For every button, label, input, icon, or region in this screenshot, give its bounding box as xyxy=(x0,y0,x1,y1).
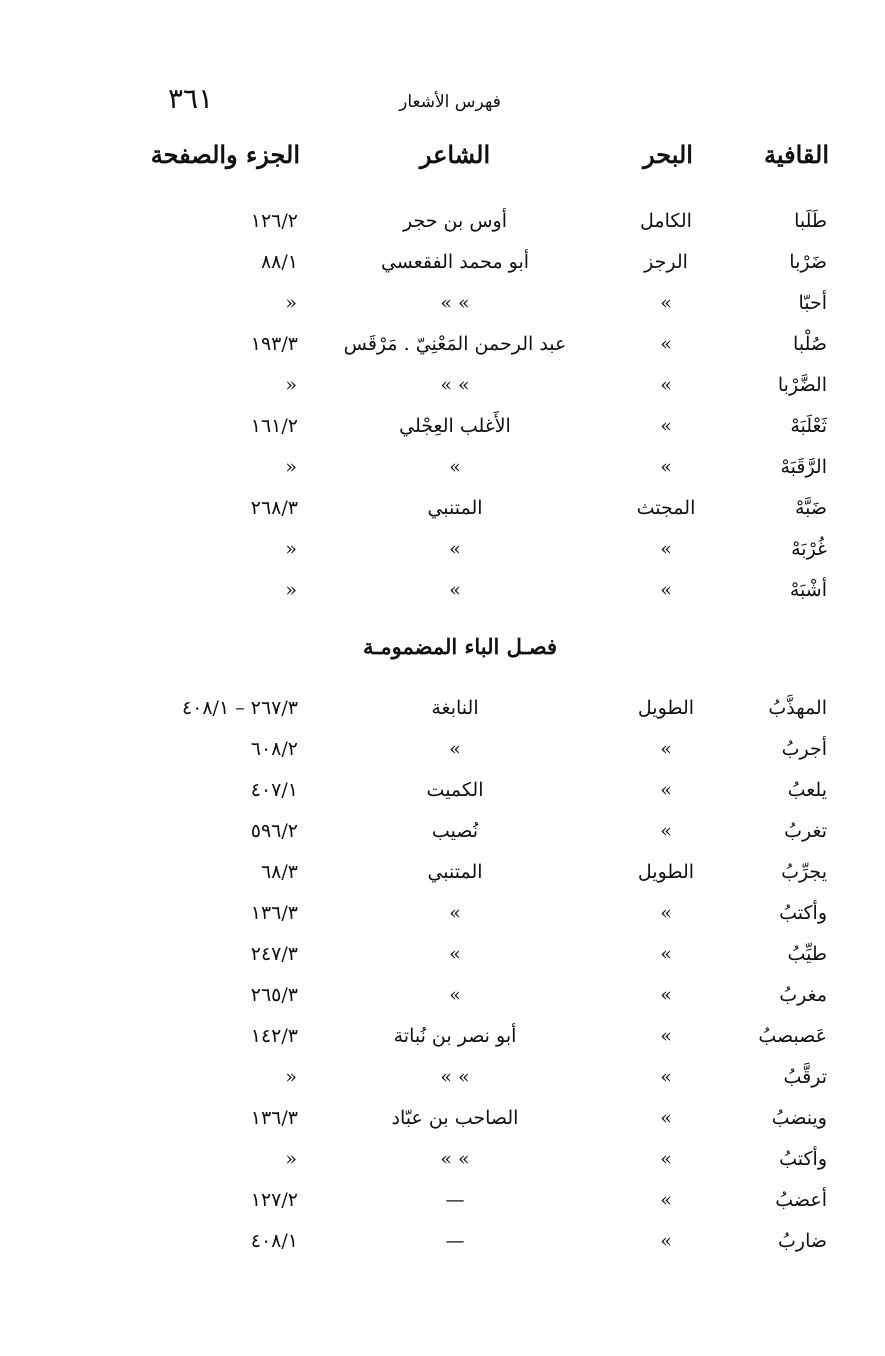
page-ref-cell: ١٢٦/٢ xyxy=(250,210,298,232)
qafiya-cell: يلعبُ xyxy=(787,779,827,801)
bahr-cell: » xyxy=(660,1230,672,1252)
qafiya-cell: مغربُ xyxy=(779,984,827,1006)
bahr-cell: » xyxy=(660,1066,672,1088)
bahr-cell: » xyxy=(660,738,672,760)
shaer-cell: أبو نصر بن نُباتة xyxy=(393,1025,517,1047)
shaer-cell: » xyxy=(449,579,461,601)
bahr-cell: » xyxy=(660,1025,672,1047)
page-ref-cell: ٤٠٧/١ xyxy=(250,779,298,801)
column-header-shaer: الشاعر xyxy=(419,140,491,169)
section-title: فصـل الباء المضمومـة xyxy=(362,634,557,659)
bahr-cell: » xyxy=(660,902,672,924)
qafiya-cell: أجربُ xyxy=(781,738,827,760)
page-number: ٣٦١ xyxy=(168,82,214,115)
table-row xyxy=(0,1066,885,1100)
page-ref-cell: ١٩٣/٣ xyxy=(250,333,298,355)
qafiya-cell: الرَّقَبَهْ xyxy=(780,456,827,478)
page-ref-cell: » xyxy=(285,579,298,601)
qafiya-cell: ترقَّبُ xyxy=(783,1066,827,1088)
shaer-cell: — xyxy=(445,1230,465,1252)
table-row xyxy=(0,1148,885,1182)
bahr-cell: » xyxy=(660,779,672,801)
shaer-cell: — xyxy=(445,1189,465,1211)
table-row xyxy=(0,861,885,895)
page-ref-cell: ١٣٦/٣ xyxy=(250,902,298,924)
table-row xyxy=(0,579,885,613)
shaer-cell: » » xyxy=(440,292,470,314)
shaer-cell: أوس بن حجر xyxy=(403,210,507,232)
bahr-cell: المجتث xyxy=(636,497,696,519)
qafiya-cell: أعضبُ xyxy=(775,1189,827,1211)
qafiya-cell: وأكتبُ xyxy=(779,1148,827,1170)
bahr-cell: » xyxy=(660,1148,672,1170)
shaer-cell: » » xyxy=(440,1066,470,1088)
page-ref-cell: ٢٦٥/٣ xyxy=(250,984,298,1006)
page-ref-cell: » xyxy=(285,1066,298,1088)
bahr-cell: » xyxy=(660,579,672,601)
table-row xyxy=(0,1230,885,1264)
shaer-cell: » » xyxy=(440,374,470,396)
table-row xyxy=(0,456,885,490)
shaer-cell: الكميت xyxy=(426,779,484,801)
shaer-cell: المتنبي xyxy=(427,497,483,519)
column-header-page: الجزء والصفحة xyxy=(150,140,300,169)
qafiya-cell: غُرْبَهْ xyxy=(791,538,827,560)
page-ref-cell: ٢٦٧/٣ – ٤٠٨/١ xyxy=(181,697,298,719)
qafiya-cell: ضَرْبا xyxy=(789,251,827,273)
qafiya-cell: المهذَّبُ xyxy=(768,697,827,719)
table-row xyxy=(0,943,885,977)
table-row xyxy=(0,497,885,531)
bahr-cell: » xyxy=(660,984,672,1006)
qafiya-cell: تغربُ xyxy=(784,820,827,842)
table-row xyxy=(0,779,885,813)
shaer-cell: » xyxy=(449,456,461,478)
table-row xyxy=(0,738,885,772)
shaer-cell: النابغة xyxy=(431,697,479,719)
column-header-qafiya: القافية xyxy=(763,140,829,169)
table-row xyxy=(0,415,885,449)
bahr-cell: الطويل xyxy=(637,861,695,883)
table-row xyxy=(0,1107,885,1141)
table-row xyxy=(0,251,885,285)
shaer-cell: الصاحب بن عبّاد xyxy=(391,1107,519,1129)
shaer-cell: أبو محمد الفقعسي xyxy=(380,251,530,273)
bahr-cell: » xyxy=(660,538,672,560)
bahr-cell: » xyxy=(660,1189,672,1211)
page-ref-cell: ٤٠٨/١ xyxy=(250,1230,298,1252)
bahr-cell: » xyxy=(660,333,672,355)
shaer-cell: » xyxy=(449,738,461,760)
page-ref-cell: ٦٨/٣ xyxy=(260,861,298,883)
page-ref-cell: ٨٨/١ xyxy=(260,251,298,273)
table-row xyxy=(0,333,885,367)
table-row xyxy=(0,902,885,936)
table-row xyxy=(0,292,885,326)
bahr-cell: » xyxy=(660,415,672,437)
qafiya-cell: أحبّا xyxy=(798,292,827,314)
qafiya-cell: الضَّرْبا xyxy=(777,374,827,396)
page-ref-cell: ١٤٢/٣ xyxy=(250,1025,298,1047)
qafiya-cell: وينضبُ xyxy=(771,1107,827,1129)
bahr-cell: الرجز xyxy=(644,251,688,273)
table-row xyxy=(0,210,885,244)
qafiya-cell: وأكتبُ xyxy=(779,902,827,924)
qafiya-cell: يجرِّبُ xyxy=(781,861,827,883)
page-ref-cell: ٢٤٧/٣ xyxy=(250,943,298,965)
page-ref-cell: ٦٠٨/٢ xyxy=(250,738,298,760)
page-ref-cell: » xyxy=(285,538,298,560)
shaer-cell: » xyxy=(449,984,461,1006)
bahr-cell: » xyxy=(660,1107,672,1129)
bahr-cell: » xyxy=(660,292,672,314)
table-row xyxy=(0,1025,885,1059)
table-row xyxy=(0,820,885,854)
table-row xyxy=(0,538,885,572)
qafiya-cell: أشْبَهْ xyxy=(789,579,827,601)
qafiya-cell: ثَعْلَبَهْ xyxy=(790,415,827,437)
shaer-cell: نُصيب xyxy=(431,820,479,842)
qafiya-cell: ضَبَّهْ xyxy=(794,497,827,519)
bahr-cell: » xyxy=(660,943,672,965)
table-row xyxy=(0,1189,885,1223)
table-row xyxy=(0,984,885,1018)
bahr-cell: الكامل xyxy=(640,210,692,232)
shaer-cell: » xyxy=(449,943,461,965)
shaer-cell: » » xyxy=(440,1148,470,1170)
page-ref-cell: » xyxy=(285,456,298,478)
page-ref-cell: ٥٩٦/٢ xyxy=(250,820,298,842)
qafiya-cell: صُلْبا xyxy=(793,333,827,355)
running-title: فهرس الأشعار xyxy=(399,92,501,112)
page-ref-cell: » xyxy=(285,374,298,396)
page-ref-cell: ٢٦٨/٣ xyxy=(250,497,298,519)
shaer-cell: » xyxy=(449,902,461,924)
shaer-cell: الأَغلب العِجْلي xyxy=(399,415,511,437)
column-header-bahr: البحر xyxy=(643,140,693,169)
qafiya-cell: طَلَبا xyxy=(794,210,827,232)
page-ref-cell: » xyxy=(285,292,298,314)
page-ref-cell: ١٦١/٢ xyxy=(250,415,298,437)
shaer-cell: المتنبي xyxy=(427,861,483,883)
qafiya-cell: طيِّبُ xyxy=(787,943,827,965)
shaer-cell: عبد الرحمن المَعْنِيّ . مَرْقَس xyxy=(343,333,567,355)
bahr-cell: » xyxy=(660,374,672,396)
table-row xyxy=(0,374,885,408)
qafiya-cell: عَصبصبُ xyxy=(758,1025,827,1047)
qafiya-cell: ضاربُ xyxy=(778,1230,827,1252)
shaer-cell: » xyxy=(449,538,461,560)
page-ref-cell: » xyxy=(285,1148,298,1170)
table-row xyxy=(0,697,885,731)
bahr-cell: الطويل xyxy=(637,697,695,719)
bahr-cell: » xyxy=(660,820,672,842)
page-ref-cell: ١٣٦/٣ xyxy=(250,1107,298,1129)
page-ref-cell: ١٢٧/٢ xyxy=(250,1189,298,1211)
bahr-cell: » xyxy=(660,456,672,478)
